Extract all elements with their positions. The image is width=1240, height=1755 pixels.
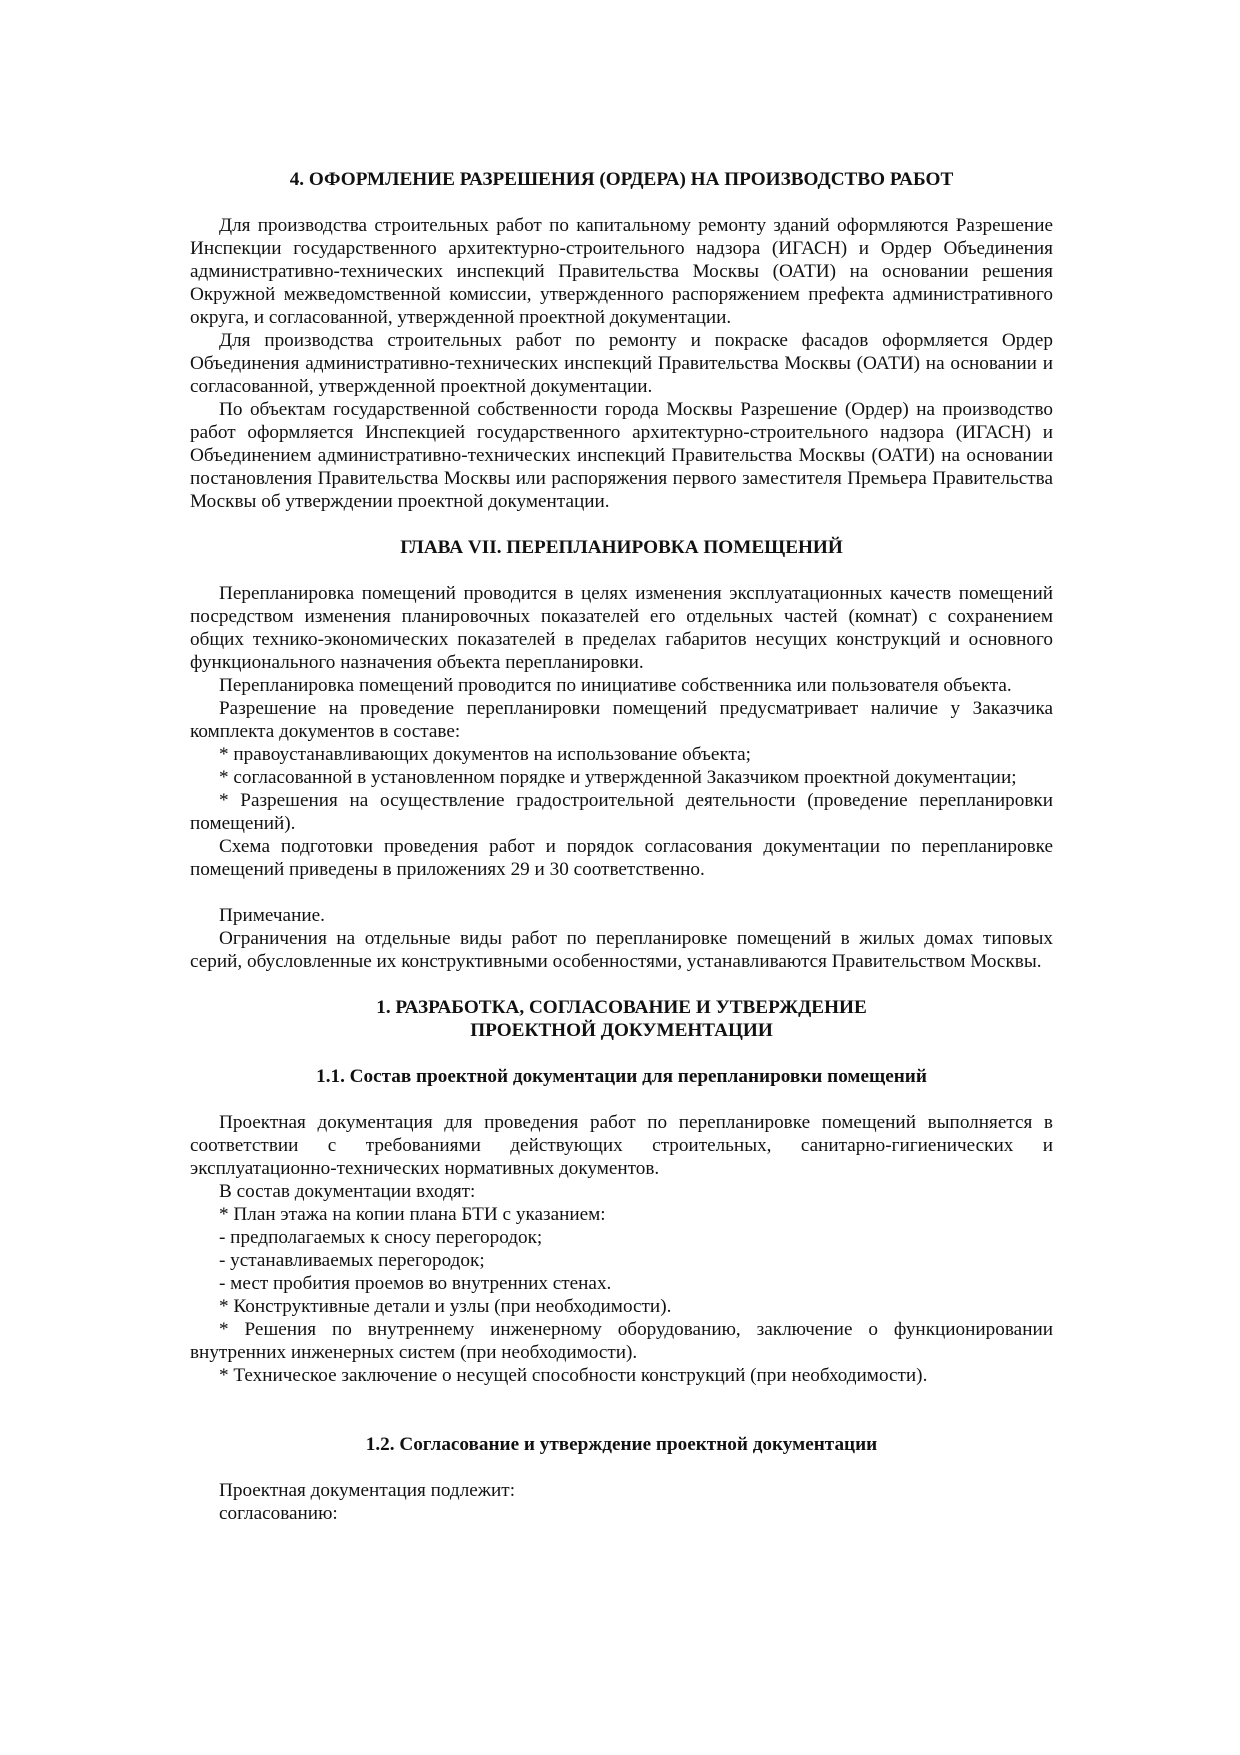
list-item: - мест пробития проемов во внутренних стенах. [219,1273,612,1294]
list-item: * Решения по внутреннему инженерному оборудованию, заключение о функционировании внутренних инженерных систем (при необходимости). [190,1319,1053,1363]
paragraph: Перепланировка помещений проводится по инициативе собственника или пользователя объекта. [219,675,1012,696]
list-item: * согласованной в установленном порядке и утвержденной Заказчиком проектной документации; [219,767,1017,788]
document-page [190,168,1053,1525]
paragraph: Для производства строительных работ по ремонту и покраске фасадов оформляется Ордер Объединения административно-технических инспекций Правительства Москвы (ОАТИ) на основании и согласованной, утвержденной проектной документации. [190,330,1053,397]
list-item: * Конструктивные детали и узлы (при необходимости). [219,1296,672,1317]
paragraph: Проектная документация для проведения работ по перепланировке помещений выполняется в соответствии с требованиями действующих строительных, санитарно-гигиенических и эксплуатационно-технических нормативных документов. [190,1112,1053,1179]
paragraph: Перепланировка помещений проводится в целях изменения эксплуатационных качеств помещений посредством изменения планировочных показателей его отдельных частей (комнат) с сохранением общих технико-экономических показателей в пределах габаритов несущих конструкций и основного функционального назначения объекта перепланировки. [190,583,1053,673]
list-item: * Разрешения на осуществление градостроительной деятельности (проведение перепланировки помещений). [190,790,1053,834]
paragraph: Схема подготовки проведения работ и порядок согласования документации по перепланировке помещений приведены в приложениях 29 и 30 соответственно. [190,836,1053,880]
paragraph: По объектам государственной собственности города Москвы Разрешение (Ордер) на производство работ оформляется Инспекцией государственного архитектурно-строительного надзора (ИГАСН) и Объединением административно-технических инспекций Правительства Москвы (ОАТИ) на основании постановления Правительства Москвы или распоряжения первого заместителя Премьера Правительства Москвы об утверждении проектной документации. [190,399,1053,512]
section-1-heading [190,996,1053,1042]
paragraph: согласованию: [219,1503,338,1524]
chapter-7-heading: ГЛАВА VII. ПЕРЕПЛАНИРОВКА ПОМЕЩЕНИЙ [400,537,843,558]
spacer [190,881,1053,904]
spacer [190,1387,1053,1433]
section-1-heading-line-1: 1. РАЗРАБОТКА, СОГЛАСОВАНИЕ И УТВЕРЖДЕНИЕ [376,997,867,1018]
list-item: - устанавливаемых перегородок; [219,1250,485,1271]
list-item: * План этажа на копии плана БТИ с указанием: [219,1204,606,1225]
section-4-heading: 4. ОФОРМЛЕНИЕ РАЗРЕШЕНИЯ (ОРДЕРА) НА ПРОИЗВОДСТВО РАБОТ [289,169,954,190]
note-label: Примечание. [219,905,325,926]
paragraph: Разрешение на проведение перепланировки помещений предусматривает наличие у Заказчика комплекта документов в составе: [190,698,1053,742]
paragraph: Для производства строительных работ по капитальному ремонту зданий оформляются Разрешение Инспекции государственного архитектурно-строительного надзора (ИГАСН) и Ордер Объединения административно-технических инспекций Правительства Москвы (ОАТИ) на основании решения Окружной межведомственной комиссии, утвержденного распоряжением префекта административного округа, и согласованной, утвержденной проектной документации. [190,215,1053,328]
list-item: - предполагаемых к сносу перегородок; [219,1227,543,1248]
note-text: Ограничения на отдельные виды работ по перепланировке помещений в жилых домах типовых серий, обусловленные их конструктивными особенностями, устанавливаются Правительством Москвы. [190,928,1053,972]
list-item: * правоустанавливающих документов на использование объекта; [219,744,751,765]
paragraph: В состав документации входят: [219,1181,476,1202]
paragraph: Проектная документация подлежит: [219,1480,516,1501]
section-1-heading-line-2: ПРОЕКТНОЙ ДОКУМЕНТАЦИИ [470,1020,773,1041]
subsection-1-1-heading: 1.1. Состав проектной документации для перепланировки помещений [316,1066,927,1087]
subsection-1-2-heading: 1.2. Согласование и утверждение проектной документации [365,1434,878,1455]
list-item: * Техническое заключение о несущей способности конструкций (при необходимости). [219,1365,928,1386]
